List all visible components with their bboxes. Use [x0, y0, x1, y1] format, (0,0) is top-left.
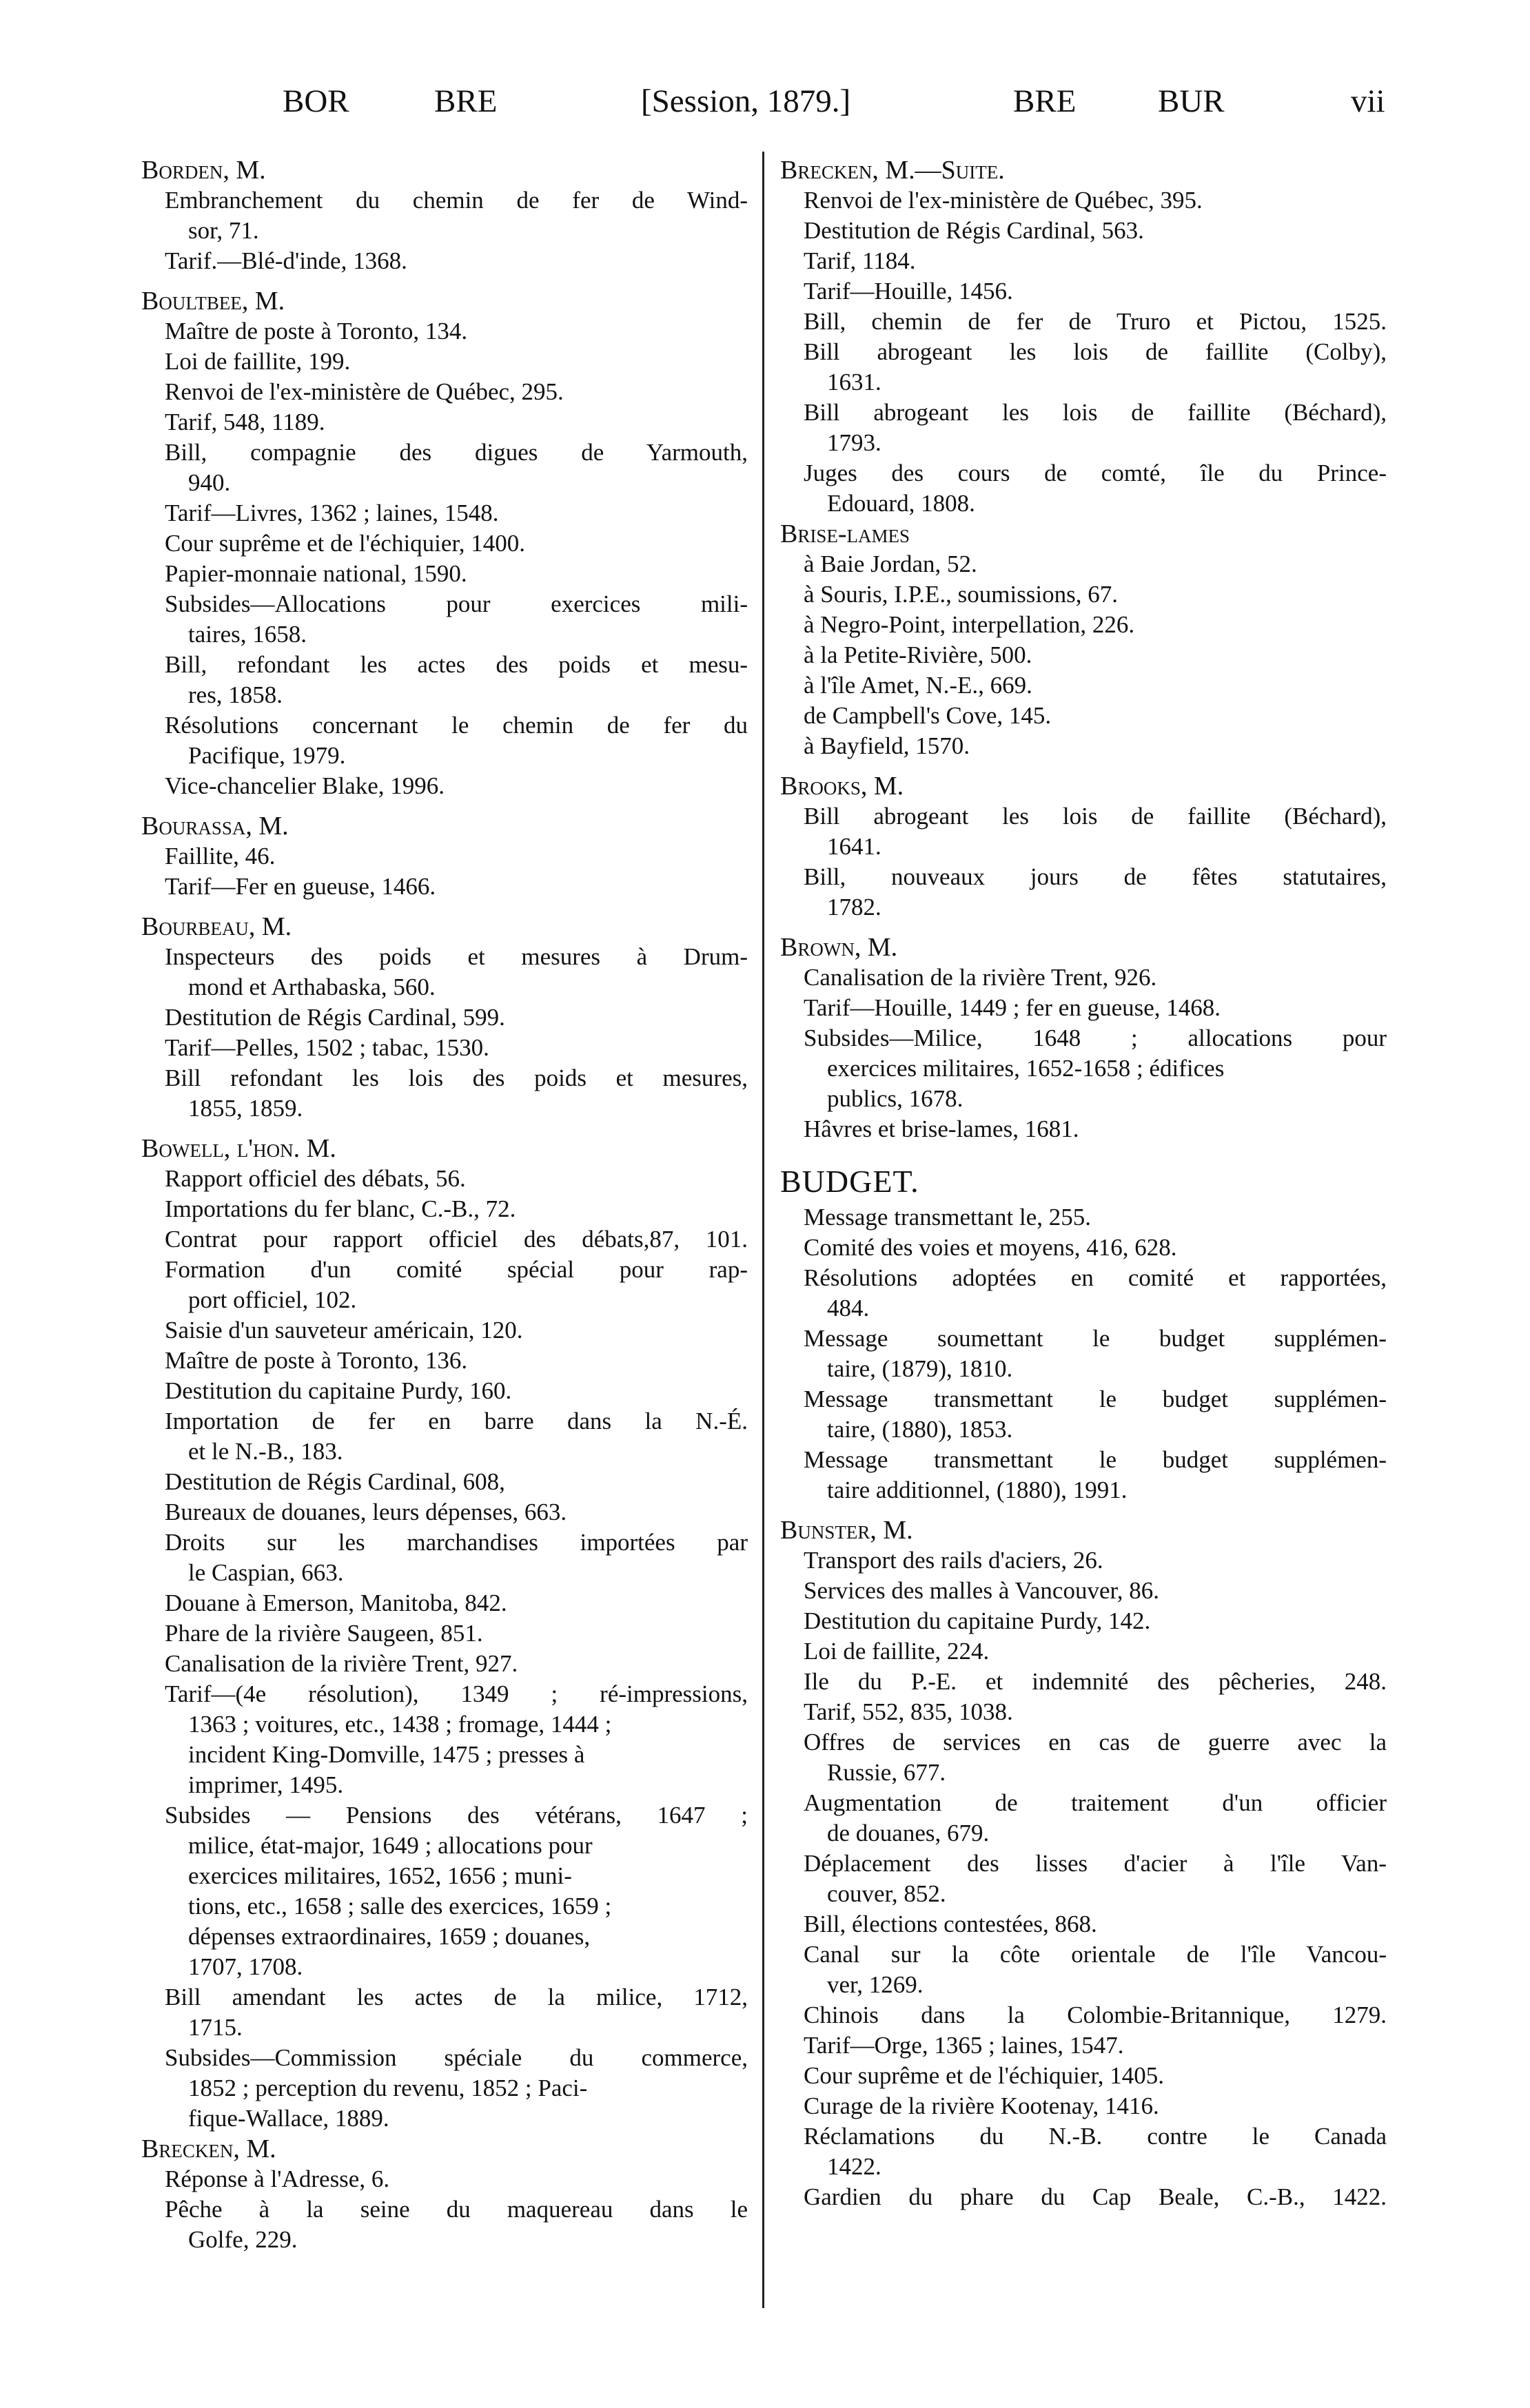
index-entry: 940.	[188, 469, 231, 496]
index-entry: Pacifique, 1979.	[188, 742, 346, 769]
index-entry: Destitution de Régis Cardinal, 563.	[804, 217, 1144, 244]
index-entry: Tarif—Fer en gueuse, 1466.	[165, 873, 436, 900]
index-entry: Bill refondant les lois des poids et mesures,	[165, 1064, 748, 1091]
index-entry: Hâvres et brise-lames, 1681.	[804, 1115, 1079, 1142]
index-heading: BUDGET.	[780, 1164, 919, 1199]
index-entry: Bill, élections contestées, 868.	[804, 1911, 1097, 1937]
index-entry: milice, état-major, 1649 ; allocations pour	[188, 1832, 593, 1859]
index-entry: Edouard, 1808.	[827, 490, 975, 517]
index-entry: Subsides—Milice, 1648 ; allocations pour	[804, 1025, 1387, 1051]
index-entry: Bill abrogeant les lois de faillite (Béchard),	[804, 399, 1387, 426]
index-entry: Canalisation de la rivière Trent, 926.	[804, 964, 1157, 991]
index-entry: Services des malles à Vancouver, 86.	[804, 1577, 1159, 1604]
index-entry: Destitution du capitaine Purdy, 142.	[804, 1607, 1151, 1634]
index-entry: incident King-Domville, 1475 ; presses à	[188, 1741, 585, 1768]
index-entry: Tarif—Houille, 1449 ; fer en gueuse, 1468.	[804, 994, 1221, 1021]
index-entry: fique-Wallace, 1889.	[188, 2105, 389, 2132]
index-entry: res, 1858.	[188, 681, 283, 708]
header-left-range-start: BOR	[283, 83, 349, 119]
index-entry: Embranchement du chemin de fer de Wind-	[165, 187, 748, 214]
index-entry: à Baie Jordan, 52.	[804, 550, 977, 577]
index-entry: Message soumettant le budget supplémen-	[804, 1325, 1387, 1352]
index-entry: taires, 1658.	[188, 621, 307, 648]
index-entry: Russie, 677.	[827, 1759, 946, 1786]
column-divider	[762, 152, 764, 2308]
index-heading: Bunster, M.	[780, 1516, 913, 1545]
index-heading: Brecken, M.—Suite.	[780, 156, 1005, 185]
index-entry: Bill, chemin de fer de Truro et Pictou, 1525.	[804, 308, 1387, 335]
index-entry: Tarif—Livres, 1362 ; laines, 1548.	[165, 500, 499, 526]
index-entry: port officiel, 102.	[188, 1286, 357, 1313]
index-entry: à Negro-Point, interpellation, 226.	[804, 611, 1135, 638]
index-entry: de Campbell's Cove, 145.	[804, 702, 1052, 729]
index-entry: 1641.	[827, 833, 881, 860]
index-heading: Boultbee, M.	[141, 287, 285, 316]
index-entry: Subsides — Pensions des vétérans, 1647 ;	[165, 1802, 748, 1829]
index-entry: 1363 ; voitures, etc., 1438 ; fromage, 1444 ;	[188, 1711, 612, 1738]
index-heading: Borden, M.	[141, 156, 266, 185]
index-entry: 1422.	[827, 2153, 881, 2180]
index-entry: Importation de fer en barre dans la N.-É.	[165, 1408, 748, 1434]
index-entry: Formation d'un comité spécial pour rap-	[165, 1256, 748, 1283]
index-entry: Contrat pour rapport officiel des débats,87, 101.	[165, 1226, 748, 1253]
index-entry: exercices militaires, 1652-1658 ; édifices	[827, 1055, 1225, 1082]
index-entry: Destitution de Régis Cardinal, 608,	[165, 1468, 505, 1495]
index-entry: 1715.	[188, 2014, 243, 2041]
index-entry: le Caspian, 663.	[188, 1559, 344, 1586]
index-entry: Bill, nouveaux jours de fêtes statutaires,	[804, 863, 1387, 890]
index-column-right	[780, 155, 1387, 2212]
index-entry: 484.	[827, 1295, 870, 1321]
index-entry: Canalisation de la rivière Trent, 927.	[165, 1650, 518, 1677]
index-entry: Inspecteurs des poids et mesures à Drum-	[165, 943, 748, 970]
index-entry: Résolutions adoptées en comité et rapportées,	[804, 1264, 1387, 1291]
running-header	[0, 69, 1530, 131]
index-entry: Renvoi de l'ex-ministère de Québec, 395.	[804, 187, 1203, 214]
index-entry: Destitution de Régis Cardinal, 599.	[165, 1004, 505, 1031]
index-entry: Bureaux de douanes, leurs dépenses, 663.	[165, 1499, 567, 1525]
index-entry: 1855, 1859.	[188, 1095, 303, 1122]
index-entry: Subsides—Allocations pour exercices mili-	[165, 590, 748, 617]
index-entry: Tarif.—Blé-d'inde, 1368.	[165, 247, 407, 274]
index-heading: Bourbeau, M.	[141, 912, 292, 941]
index-entry: Loi de faillite, 224.	[804, 1638, 990, 1665]
index-entry: sor, 71.	[188, 217, 259, 244]
index-entry: couver, 852.	[827, 1880, 946, 1907]
index-entry: Bill abrogeant les lois de faillite (Colby),	[804, 338, 1387, 365]
index-heading: Brown, M.	[780, 933, 898, 962]
index-entry: Bill, compagnie des digues de Yarmouth,	[165, 439, 748, 466]
index-entry: ver, 1269.	[827, 1971, 924, 1998]
index-heading: Bowell, l'hon. M.	[141, 1134, 336, 1163]
index-entry: mond et Arthabaska, 560.	[188, 974, 436, 1000]
index-entry: Juges des cours de comté, île du Prince-	[804, 460, 1387, 486]
header-left-range-end: BRE	[434, 83, 498, 119]
index-entry: Augmentation de traitement d'un officier	[804, 1789, 1387, 1816]
index-entry: Rapport officiel des débats, 56.	[165, 1165, 466, 1192]
index-entry: Cour suprême et de l'échiquier, 1400.	[165, 530, 525, 557]
index-entry: taire, (1879), 1810.	[827, 1355, 1013, 1382]
index-entry: tions, etc., 1658 ; salle des exercices, 1659 ;	[188, 1893, 612, 1920]
index-entry: Message transmettant le budget supplémen-	[804, 1386, 1387, 1412]
index-entry: à Souris, I.P.E., soumissions, 67.	[804, 581, 1119, 608]
index-entry: Tarif—Pelles, 1502 ; tabac, 1530.	[165, 1034, 489, 1061]
index-entry: Comité des voies et moyens, 416, 628.	[804, 1234, 1177, 1261]
index-entry: 1631.	[827, 369, 881, 395]
index-entry: Déplacement des lisses d'acier à l'île Van-	[804, 1850, 1387, 1877]
index-entry: Message transmettant le budget supplémen-	[804, 1446, 1387, 1473]
index-entry: Offres de services en cas de guerre avec la	[804, 1729, 1387, 1756]
index-entry: Maître de poste à Toronto, 136.	[165, 1347, 468, 1374]
index-entry: Transport des rails d'aciers, 26.	[804, 1547, 1103, 1574]
page-number: vii	[1351, 83, 1385, 119]
header-session: [Session, 1879.]	[641, 83, 851, 119]
index-entry: Importations du fer blanc, C.-B., 72.	[165, 1195, 516, 1222]
index-entry: Faillite, 46.	[165, 843, 276, 869]
index-entry: imprimer, 1495.	[188, 1771, 344, 1798]
index-heading: Brooks, M.	[780, 772, 904, 801]
index-entry: Bill abrogeant les lois de faillite (Béchard),	[804, 803, 1387, 830]
index-entry: Réclamations du N.-B. contre le Canada	[804, 2123, 1387, 2150]
index-entry: exercices militaires, 1652, 1656 ; muni-	[188, 1862, 572, 1889]
index-entry: Bill, refondant les actes des poids et mesu-	[165, 651, 748, 678]
index-heading: Brecken, M.	[141, 2134, 276, 2163]
index-column-left	[141, 155, 748, 2255]
index-entry: Tarif, 548, 1189.	[165, 409, 325, 435]
index-entry: Gardien du phare du Cap Beale, C.-B., 1422.	[804, 2183, 1387, 2210]
index-heading: Bourassa, M.	[141, 812, 289, 841]
index-entry: Douane à Emerson, Manitoba, 842.	[165, 1589, 507, 1616]
index-entry: 1852 ; perception du revenu, 1852 ; Paci-	[188, 2075, 588, 2101]
index-entry: Réponse à l'Adresse, 6.	[165, 2165, 390, 2192]
index-entry: Phare de la rivière Saugeen, 851.	[165, 1620, 483, 1647]
index-entry: Renvoi de l'ex-ministère de Québec, 295.	[165, 378, 564, 405]
index-entry: à Bayfield, 1570.	[804, 732, 970, 759]
index-entry: publics, 1678.	[827, 1085, 963, 1112]
index-entry: Tarif, 552, 835, 1038.	[804, 1698, 1013, 1725]
index-entry: Canal sur la côte orientale de l'île Vancou-	[804, 1941, 1387, 1968]
index-entry: Papier-monnaie national, 1590.	[165, 560, 467, 587]
index-entry: Tarif—Houille, 1456.	[804, 278, 1013, 305]
index-entry: 1782.	[827, 894, 881, 920]
index-entry: Saisie d'un sauveteur américain, 120.	[165, 1317, 523, 1344]
index-entry: de douanes, 679.	[827, 1820, 990, 1846]
index-entry: Message transmettant le, 255.	[804, 1204, 1091, 1231]
index-entry: Maître de poste à Toronto, 134.	[165, 318, 468, 344]
index-entry: 1793.	[827, 429, 881, 456]
index-entry: Tarif, 1184.	[804, 247, 916, 274]
index-entry: Tarif—(4e résolution), 1349 ; ré-impressions,	[165, 1680, 748, 1707]
index-entry: Pêche à la seine du maquereau dans le	[165, 2196, 748, 2223]
index-entry: 1707, 1708.	[188, 1953, 303, 1980]
index-entry: Cour suprême et de l'échiquier, 1405.	[804, 2062, 1164, 2089]
index-entry: Loi de faillite, 199.	[165, 348, 351, 375]
header-right-range-start: BRE	[1013, 83, 1077, 119]
index-entry: Résolutions concernant le chemin de fer du	[165, 712, 748, 739]
index-entry: dépenses extraordinaires, 1659 ; douanes,	[188, 1923, 591, 1950]
index-entry: Curage de la rivière Kootenay, 1416.	[804, 2092, 1159, 2119]
index-entry: Subsides—Commission spéciale du commerce,	[165, 2044, 748, 2071]
index-entry: à la Petite-Rivière, 500.	[804, 641, 1032, 668]
header-right-range-end: BUR	[1158, 83, 1225, 119]
index-entry: Vice-chancelier Blake, 1996.	[165, 772, 445, 799]
index-entry: taire, (1880), 1853.	[827, 1416, 1013, 1443]
index-heading: Brise-lames	[780, 519, 910, 548]
index-entry: et le N.-B., 183.	[188, 1438, 343, 1465]
index-entry: Golfe, 229.	[188, 2226, 298, 2253]
index-entry: à l'île Amet, N.-E., 669.	[804, 672, 1032, 699]
index-entry: Ile du P.-E. et indemnité des pêcheries, 248.	[804, 1668, 1387, 1695]
index-entry: taire additionnel, (1880), 1991.	[827, 1476, 1128, 1503]
index-entry: Tarif—Orge, 1365 ; laines, 1547.	[804, 2032, 1124, 2059]
index-entry: Destitution du capitaine Purdy, 160.	[165, 1377, 512, 1404]
index-entry: Bill amendant les actes de la milice, 1712,	[165, 1984, 748, 2010]
index-entry: Chinois dans la Colombie-Britannique, 1279.	[804, 2001, 1387, 2028]
index-entry: Droits sur les marchandises importées par	[165, 1529, 748, 1556]
